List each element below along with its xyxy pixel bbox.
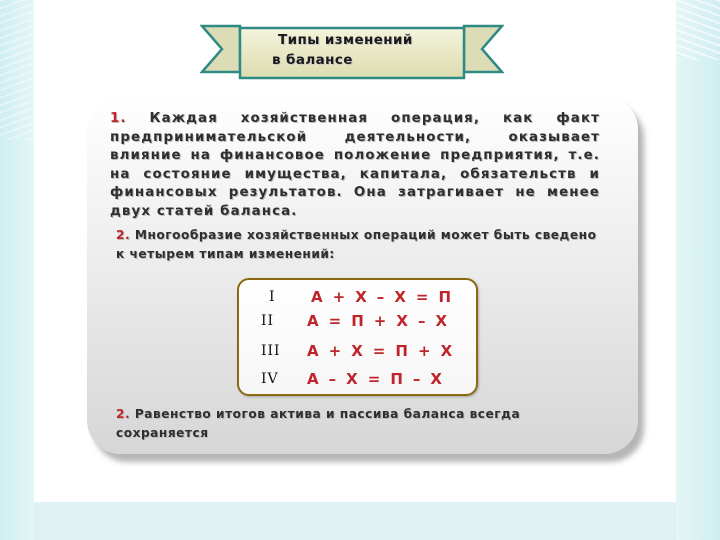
paragraph-3-text: Равенство итогов актива и пассива баланса всегда сохраняется xyxy=(116,407,521,440)
page-title-line-2: в балансе xyxy=(272,52,353,68)
paragraph-1-text: Каждая хозяйственная операция, как факт предпринимательской деятельности, оказывает влияние на финансовое положение предприятия, т.е. на состояние имущества, капитала, обязательств и финансовых результатов. Она затрагивает не менее двух статей баланса. xyxy=(110,111,600,219)
paragraph-1-number: 1. xyxy=(110,111,127,126)
paragraph-2-number: 2. xyxy=(116,228,131,242)
slide-right-margin xyxy=(676,0,720,540)
change-type-numeral: III xyxy=(261,343,281,359)
paragraph-2-text: Многообразие хозяйственных операций может быть сведено к четырем типам изменений: xyxy=(116,228,597,261)
page-title xyxy=(244,30,464,70)
change-type-formula: А + Х – Х = П xyxy=(311,288,454,306)
paragraph-3-number: 2. xyxy=(116,407,131,421)
title-ribbon xyxy=(200,22,504,80)
change-type-row xyxy=(239,284,476,310)
change-type-numeral: II xyxy=(261,313,275,329)
change-type-row xyxy=(239,366,476,392)
change-type-formula: А = П + Х – Х xyxy=(307,312,450,330)
change-type-numeral: IV xyxy=(261,371,279,387)
paragraph-3 xyxy=(116,405,606,443)
page-title-line-1: Типы изменений xyxy=(278,32,413,48)
change-type-formula: А – Х = П – Х xyxy=(307,370,445,388)
change-type-formula: А + Х = П + Х xyxy=(307,342,455,360)
decorative-stripes-right xyxy=(674,0,720,60)
change-type-row xyxy=(239,338,476,364)
paragraph-2 xyxy=(116,226,600,264)
change-type-row xyxy=(239,308,476,334)
paragraph-1 xyxy=(110,110,600,222)
decorative-stripes-left xyxy=(0,0,40,140)
change-types-box xyxy=(237,278,478,396)
change-type-numeral: I xyxy=(269,289,276,305)
